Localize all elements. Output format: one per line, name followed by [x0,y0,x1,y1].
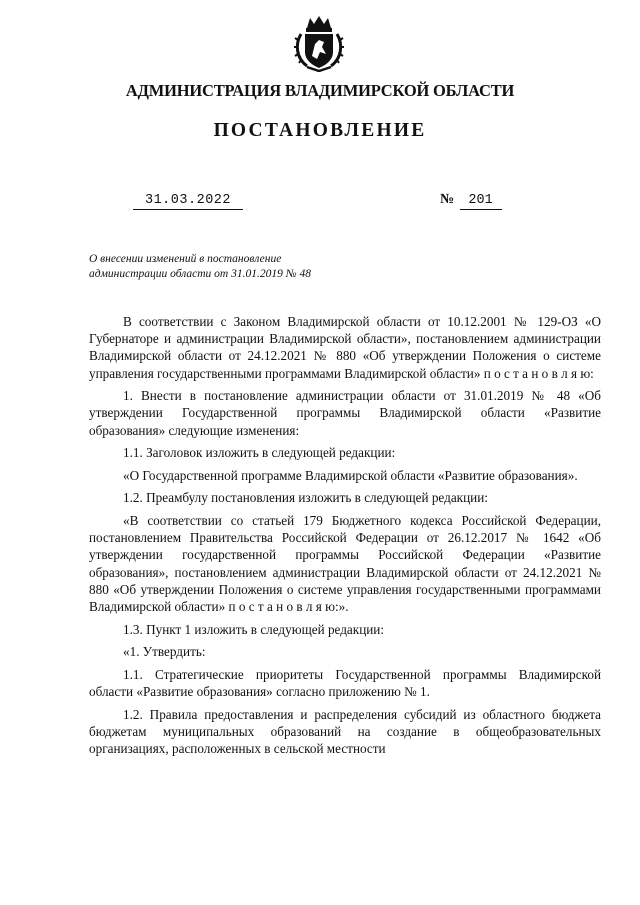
document-subject: О внесении изменений в постановление администрации области от 31.01.2019 № 48 [89,253,311,280]
organization-title: АДМИНИСТРАЦИЯ ВЛАДИМИРСКОЙ ОБЛАСТИ [125,81,515,100]
document-date: 31.03.2022 [133,193,243,210]
number-label: № [440,192,455,207]
document-number [440,192,502,210]
body-paragraph: «О Государственной программе Владимирской области «Развитие образования». [123,467,578,483]
body-paragraph: 1.1. Стратегические приоритеты Государственной программы Владимирской области «Развитие образования» согласно приложению № 1. [89,666,601,699]
body-paragraph: 1.1. Заголовок изложить в следующей редакции: [123,445,396,461]
coat-of-arms-emblem [293,14,345,72]
body-paragraph: В соответствии с Законом Владимирской области от 10.12.2001 № 129-ОЗ «О Губернаторе и администрации Владимирской области», постановлением администрации Владимирской области от 24.12.2021 № 880 «Об утверждении Положения о системе управления государственными программами Владимирской области» п о с т а н о в л я ю: [89,314,601,381]
document-type-title: ПОСТАНОВЛЕНИЕ [213,120,427,141]
document-body [89,313,601,763]
body-paragraph: «В соответствии со статьей 179 Бюджетного кодекса Российской Федерации, постановлением Правительства Российской Федерации от 26.12.2017 № 1642 «Об утверждении государственной программы Российской Федерации «Развитие образования», постановлением администрации Владимирской области от 24.12.2021 № 880 «Об утверждении Положения о системе управления государственными программами Владимирской области» п о с т а н о в л я ю:». [89,512,601,614]
body-paragraph: 1.2. Преамбулу постановления изложить в следующей редакции: [123,490,488,506]
body-paragraph: 1.3. Пункт 1 изложить в следующей редакции: [123,621,385,637]
body-paragraph: «1. Утвердить: [123,644,206,660]
number-value: 201 [460,193,502,210]
body-paragraph: 1.2. Правила предоставления и распределения субсидий из областного бюджета бюджетам муниципальных образований на создание в общеобразовательных организациях, расположенных в сельской местности [89,706,601,756]
body-paragraph: 1. Внести в постановление администрации области от 31.01.2019 № 48 «Об утверждении Государственной программы Владимирской области «Развитие образования» следующие изменения: [89,388,601,438]
